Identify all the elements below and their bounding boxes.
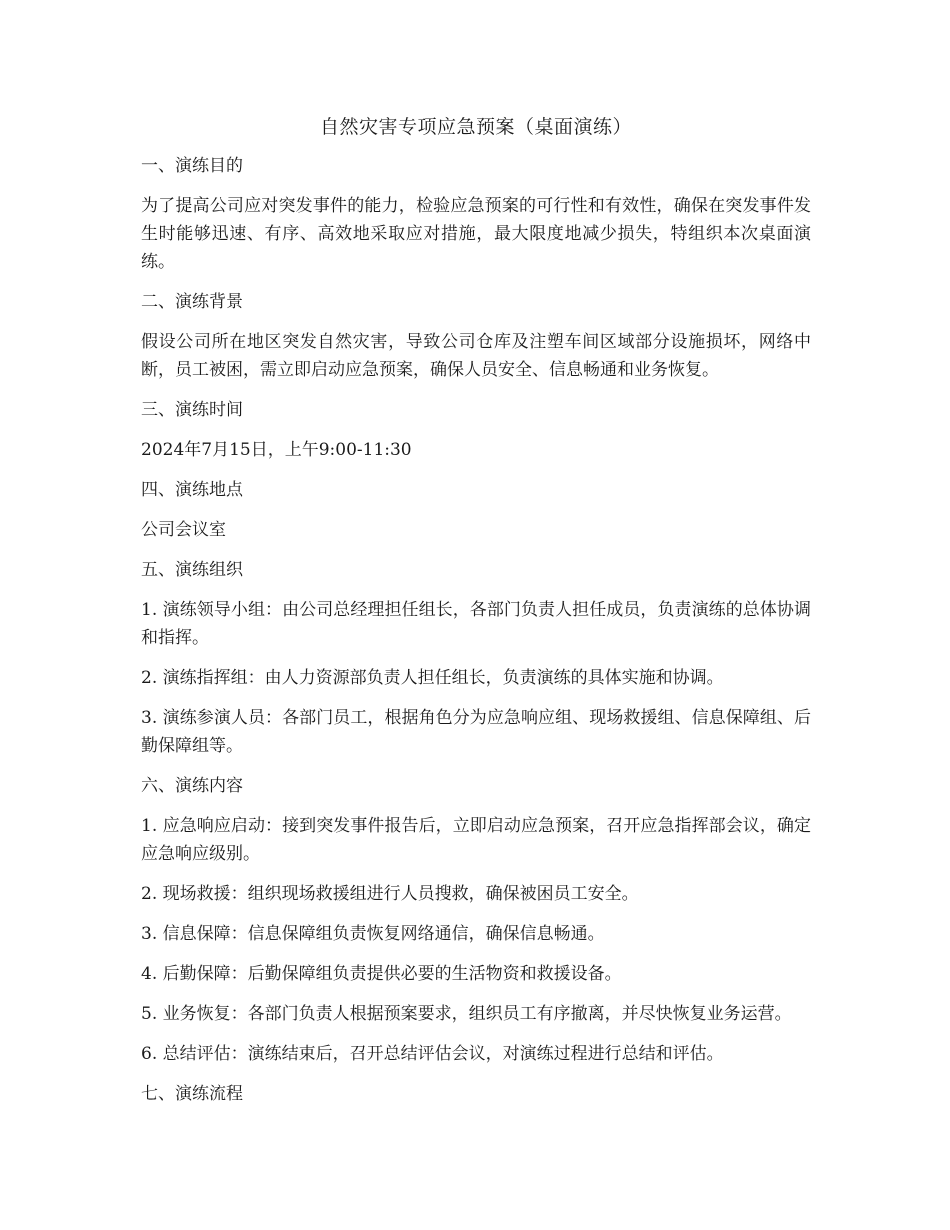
section-heading-time: 三、演练时间	[141, 400, 243, 420]
list-item-organization-1: 1. 演练领导小组：由公司总经理担任组长，各部门负责人担任成员，负责演练的总体协调和指挥。	[141, 600, 811, 648]
paragraph-background: 假设公司所在地区突发自然灾害，导致公司仓库及注塑车间区域部分设施损坏，网络中断，员工被困，需立即启动应急预案，确保人员安全、信息畅通和业务恢复。	[141, 332, 811, 380]
paragraph-time: 2024年7月15日，上午9:00-11:30	[141, 440, 412, 460]
section-heading-location: 四、演练地点	[141, 480, 243, 500]
document-title: 自然灾害专项应急预案（桌面演练）	[319, 116, 632, 138]
list-item-content-6: 6. 总结评估：演练结束后，召开总结评估会议，对演练过程进行总结和评估。	[141, 1044, 724, 1064]
paragraph-location: 公司会议室	[141, 520, 226, 540]
list-item-organization-2: 2. 演练指挥组：由人力资源部负责人担任组长，负责演练的具体实施和协调。	[141, 668, 724, 688]
paragraph-purpose: 为了提高公司应对突发事件的能力，检验应急预案的可行性和有效性，确保在突发事件发生时能够迅速、有序、高效地采取应对措施，最大限度地减少损失，特组织本次桌面演练。	[141, 196, 811, 272]
section-heading-content: 六、演练内容	[141, 776, 243, 796]
section-heading-purpose: 一、演练目的	[141, 156, 243, 176]
section-heading-background: 二、演练背景	[141, 292, 243, 312]
list-item-content-2: 2. 现场救援：组织现场救援组进行人员搜救，确保被困员工安全。	[141, 884, 639, 904]
list-item-organization-3: 3. 演练参演人员：各部门员工，根据角色分为应急响应组、现场救援组、信息保障组、后勤保障组等。	[141, 708, 811, 756]
section-heading-organization: 五、演练组织	[141, 560, 243, 580]
list-item-content-4: 4. 后勤保障：后勤保障组负责提供必要的生活物资和救援设备。	[141, 964, 622, 984]
list-item-content-5: 5. 业务恢复：各部门负责人根据预案要求，组织员工有序撤离，并尽快恢复业务运营。	[141, 1004, 792, 1024]
document-page	[141, 112, 811, 1120]
list-item-content-1: 1. 应急响应启动：接到突发事件报告后，立即启动应急预案，召开应急指挥部会议，确定应急响应级别。	[141, 816, 811, 864]
section-heading-process: 七、演练流程	[141, 1084, 243, 1104]
list-item-content-3: 3. 信息保障：信息保障组负责恢复网络通信，确保信息畅通。	[141, 924, 605, 944]
